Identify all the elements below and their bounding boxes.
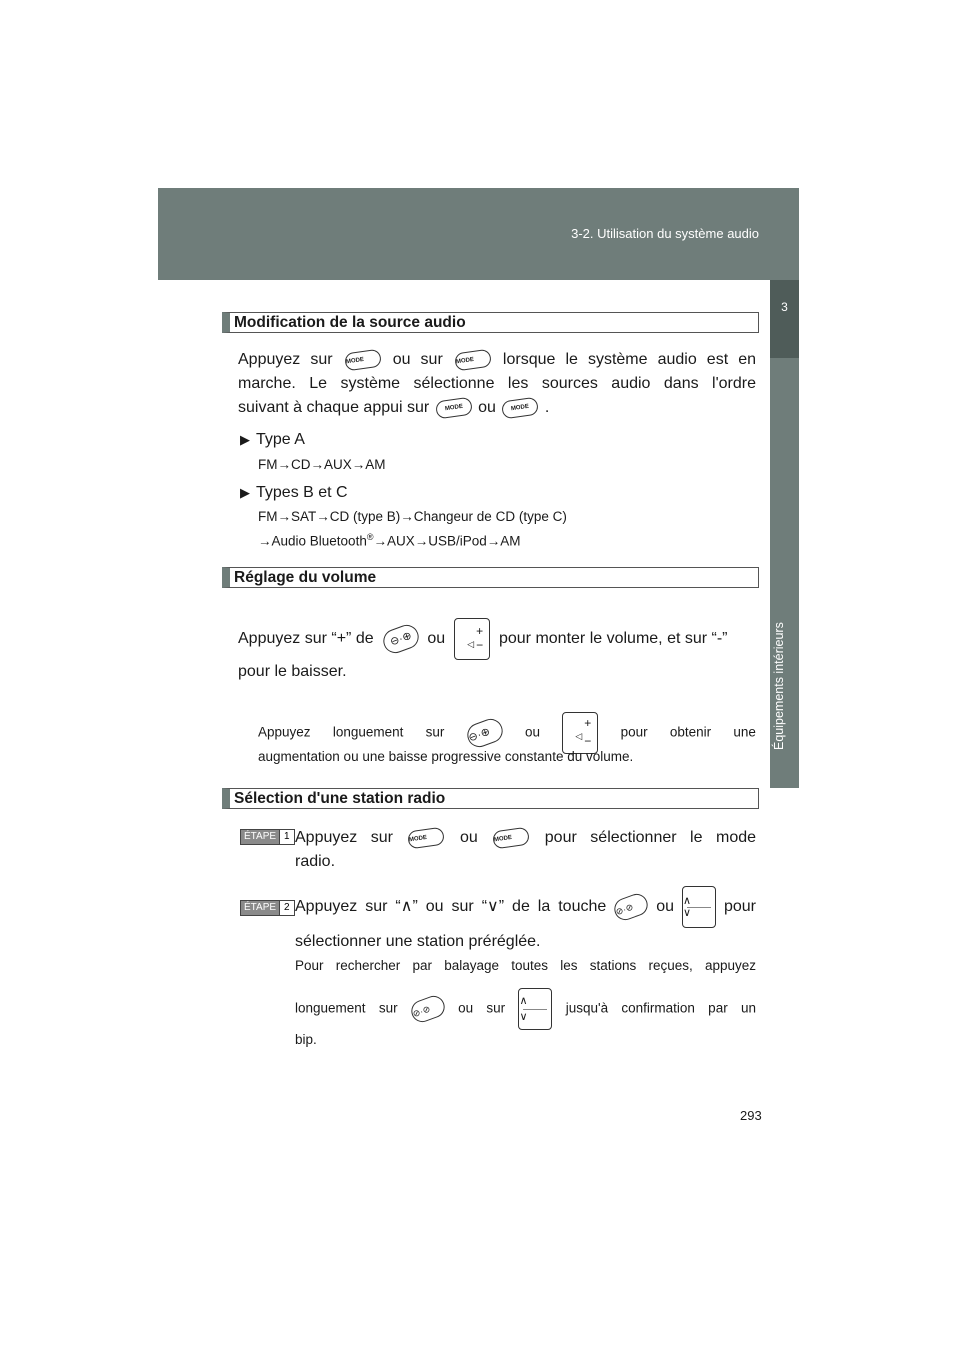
heading-radio-station: Sélection d'une station radio [222,788,759,809]
chapter-label: Équipements intérieurs [772,622,786,750]
type-bc-sequence-2 [258,527,521,552]
type-bc-item [240,481,348,505]
text-fragment: ou [459,829,478,846]
seek-switch-rect-icon: ∧ ∨ [518,988,552,1030]
text-fragment: ou [656,898,675,916]
step1-line1 [295,826,756,850]
text-fragment: lorsque le système audio est en [502,351,756,368]
type-bc-sequence-1: FM→SAT→CD (type B)→Changeur de CD (type C) [258,509,567,524]
chapter-side-tab [770,280,799,788]
text-fragment: jusqu'à confirmation par un [565,1000,756,1016]
registered-mark: ® [366,532,374,542]
mode-button-icon: MODE [435,396,473,419]
mode-button-icon: MODE [492,826,530,849]
chapter-number-box [770,280,799,358]
heading-volume: Réglage du volume [222,567,759,588]
step-label: ÉTAPE [241,901,279,915]
volume-switch-rect-icon: + ◁ − [562,712,598,754]
step-label: ÉTAPE [241,830,279,844]
step-number: 2 [279,901,294,915]
seek-button-round-icon: ⊘·⊘ [408,993,447,1025]
paragraph-volume-line1 [238,618,758,660]
step-badge-1 [240,829,295,845]
note-volume-line2: augmentation ou une baisse progressive constante du volume. [258,749,634,764]
volume-button-round-icon: ⊖·⊕ [464,716,506,751]
note-station-line1: Pour rechercher par balayage toutes les stations reçues, appuyez [295,958,756,973]
paragraph-source-line1 [238,348,756,372]
step2-line2: sélectionner une station préréglée. [295,933,541,950]
text-fragment: pour monter le volume, et sur “-” [498,630,728,648]
type-a-item [240,428,305,452]
text-fragment: Appuyez longuement sur [258,724,445,740]
text-fragment: ou [524,724,540,740]
seek-switch-rect-icon: ∧ ∨ [682,886,716,928]
chapter-header [158,188,799,280]
note-station-line3: bip. [295,1032,317,1047]
text-fragment: longuement sur [295,1000,398,1016]
text-fragment: Appuyez sur [295,829,393,846]
text-fragment: ou [427,630,446,648]
text-fragment: . [544,399,550,416]
volume-button-round-icon: ⊖·⊕ [379,622,421,657]
text-fragment: pour [723,898,756,916]
mode-button-icon: MODE [501,396,539,419]
type-bc-label: Types B et C [256,484,348,501]
step2-line1 [295,886,756,928]
heading-audio-source: Modification de la source audio [222,312,759,333]
text-fragment: ou sur [392,351,443,368]
paragraph-source-line3 [238,396,756,420]
note-station-line2 [295,988,756,1030]
chapter-number: 3 [781,300,788,314]
text-fragment: Appuyez sur “∧” ou sur “∨” de la touche [295,898,607,916]
mode-button-icon: MODE [454,348,492,371]
type-a-label: Type A [256,431,305,448]
text-fragment: suivant à chaque appui sur [238,399,430,416]
step1-line2: radio. [295,853,336,870]
mode-button-icon: MODE [344,348,382,371]
step-number: 1 [279,830,294,844]
text-fragment: ou sur [458,1000,506,1016]
seek-button-round-icon: ⊘·⊘ [612,891,651,923]
text-fragment: Appuyez sur [238,351,333,368]
chapter-title: 3-2. Utilisation du système audio [571,226,759,241]
text-fragment: →AUX→USB/iPod→AM [373,533,521,549]
triangle-right-icon: ▶ [240,432,250,447]
volume-switch-rect-icon: + ◁ − [454,618,490,660]
text-fragment: Appuyez sur “+” de [238,630,374,648]
mode-button-icon: MODE [407,826,445,849]
paragraph-volume-line2: pour le baisser. [238,663,347,680]
text-fragment: →Audio Bluetooth [258,533,367,549]
text-fragment: pour obtenir une [620,724,756,740]
page-number: 293 [740,1108,762,1123]
step-badge-2 [240,900,295,916]
type-a-sequence: FM→CD→AUX→AM [258,457,386,472]
triangle-right-icon: ▶ [240,485,250,500]
paragraph-source-line2: marche. Le système sélectionne les sources audio dans l'ordre [238,375,756,392]
text-fragment: pour sélectionner le mode [544,829,757,846]
text-fragment: ou [478,399,496,416]
